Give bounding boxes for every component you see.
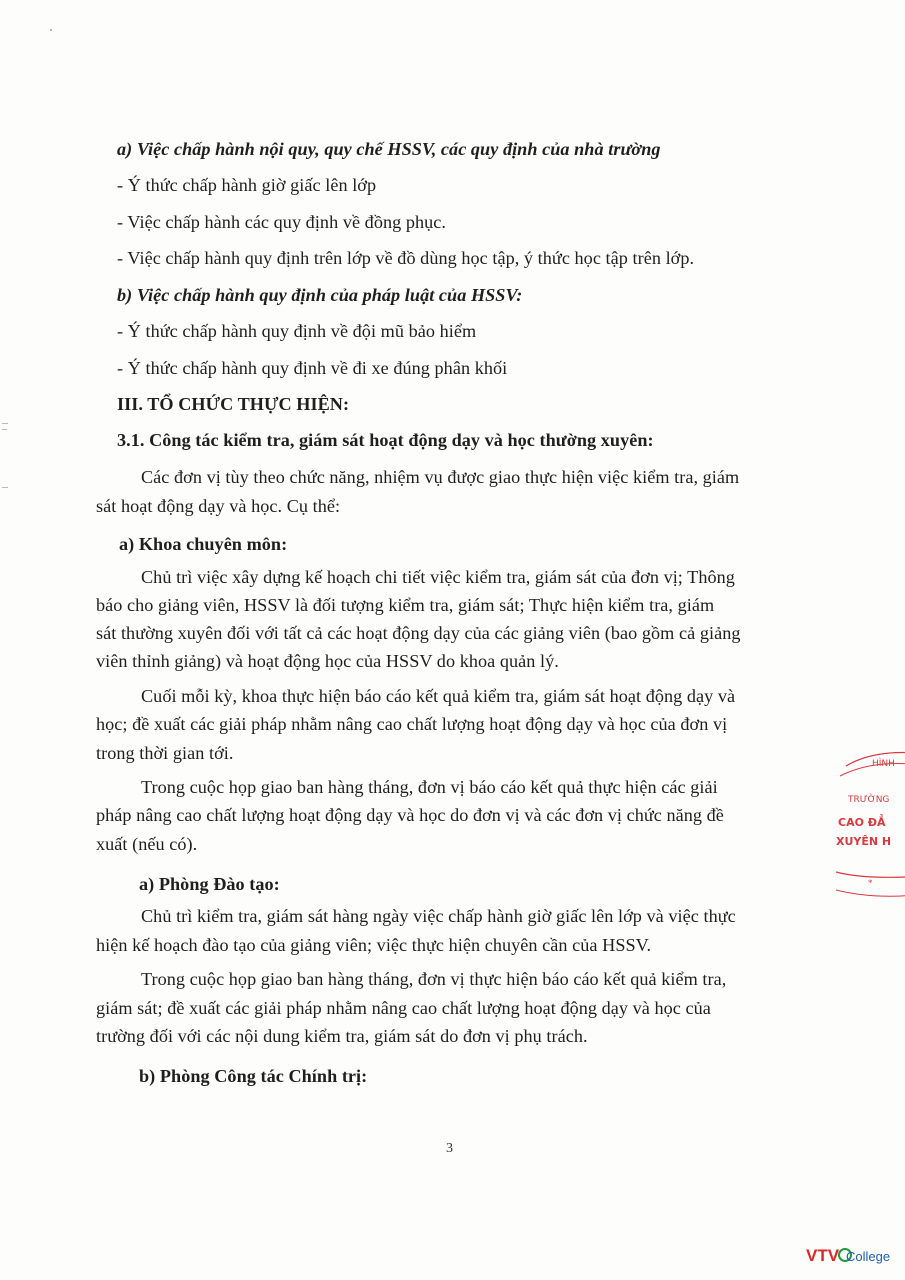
paragraph-line: báo cho giảng viên, HSSV là đối tượng kiểm tra, giám sát; Thực hiện kiểm tra, giám	[96, 595, 715, 615]
paragraph-line: Chủ trì việc xây dựng kế hoạch chi tiết việc kiểm tra, giám sát của đơn vị; Thông	[141, 567, 735, 587]
stamp-text-2: TRƯỜNG	[848, 795, 890, 805]
heading-phong-dao-tao: a) Phòng Đào tạo:	[139, 874, 280, 894]
paragraph-line: Trong cuộc họp giao ban hàng tháng, đơn vị báo cáo kết quả thực hiện các giải	[141, 777, 718, 797]
paragraph-line: học; đề xuất các giải pháp nhằm nâng cao chất lượng hoạt động dạy và học của đơn vị	[96, 714, 728, 734]
bullet-line: - Việc chấp hành quy định trên lớp về đồ dùng học tập, ý thức học tập trên lớp.	[117, 248, 695, 268]
scan-speck	[2, 423, 8, 424]
bullet-line: - Ý thức chấp hành giờ giấc lên lớp	[117, 175, 377, 195]
bullet-line: - Việc chấp hành các quy định về đồng phục.	[117, 212, 446, 232]
heading-khoa-chuyen-mon: a) Khoa chuyên môn:	[119, 534, 288, 554]
paragraph-line: Chủ trì kiểm tra, giám sát hàng ngày việc chấp hành giờ giấc lên lớp và việc thực	[141, 906, 736, 926]
logo-college-text: College	[846, 1249, 891, 1264]
bullet-line: - Ý thức chấp hành quy định về đội mũ bảo hiểm	[117, 321, 477, 341]
paragraph-line: Các đơn vị tùy theo chức năng, nhiệm vụ được giao thực hiện việc kiểm tra, giám	[141, 467, 740, 487]
paragraph-line: trường đối với các nội dung kiểm tra, giám sát do đơn vị phụ trách.	[96, 1026, 588, 1046]
scan-speck	[2, 429, 7, 430]
scan-speck	[50, 29, 52, 31]
stamp-text-1: HÌNH	[872, 759, 895, 769]
heading-phong-cong-tac-chinh-tri: b) Phòng Công tác Chính trị:	[139, 1066, 368, 1086]
scan-speck	[2, 487, 8, 488]
bullet-line: - Ý thức chấp hành quy định về đi xe đúng phân khối	[117, 358, 508, 378]
paragraph-line: giám sát; đề xuất các giải pháp nhằm nâng cao chất lượng hoạt động dạy và học của	[96, 998, 711, 1018]
section-heading-iii: III. TỔ CHỨC THỰC HIỆN:	[117, 394, 350, 414]
paragraph-line: sát hoạt động dạy và học. Cụ thể:	[96, 496, 341, 516]
svg-text:*: *	[868, 878, 873, 888]
logo-vtv-text: VTV	[806, 1246, 840, 1265]
stamp-text-4: XUYÊN H	[836, 835, 892, 848]
paragraph-line: viên thỉnh giảng) và hoạt động học của HSSV do khoa quản lý.	[96, 651, 559, 671]
stamp-text-3: CAO ĐẲ	[838, 816, 886, 829]
heading-b-law: b) Việc chấp hành quy định của pháp luật của HSSV:	[117, 285, 523, 305]
paragraph-line: xuất (nếu có).	[96, 834, 198, 854]
paragraph-line: Cuối mỗi kỳ, khoa thực hiện báo cáo kết quả kiểm tra, giám sát hoạt động dạy và	[141, 686, 736, 706]
paragraph-line: trong thời gian tới.	[96, 743, 234, 763]
paragraph-line: hiện kế hoạch đào tạo của giảng viên; việc thực hiện chuyên cần của HSSV.	[96, 935, 652, 955]
paragraph-line: sát thường xuyên đối với tất cả các hoạt động dạy của các giảng viên (bao gồm cả giảng	[96, 623, 741, 643]
subsection-heading-3-1: 3.1. Công tác kiểm tra, giám sát hoạt động dạy và học thường xuyên:	[117, 430, 654, 450]
red-seal-stamp	[836, 744, 905, 904]
page-number: 3	[446, 1141, 453, 1156]
heading-a-regulations: a) Việc chấp hành nội quy, quy chế HSSV, các quy định của nhà trường	[117, 139, 661, 159]
paragraph-line: Trong cuộc họp giao ban hàng tháng, đơn vị thực hiện báo cáo kết quả kiểm tra,	[141, 969, 727, 989]
vtv-college-logo	[806, 1243, 901, 1267]
paragraph-line: pháp nâng cao chất lượng hoạt động dạy và học do đơn vị và các đơn vị chức năng đề	[96, 805, 724, 825]
